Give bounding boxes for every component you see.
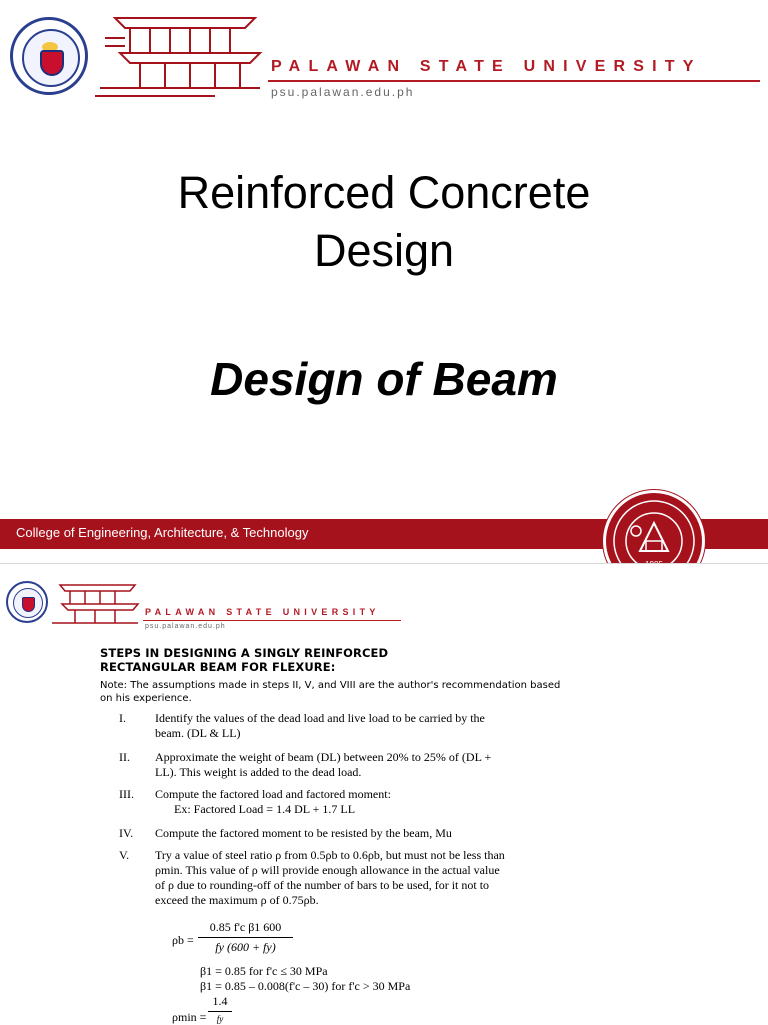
steps-document [0,564,768,1025]
step-text: Try a value of steel ratio ρ from 0.5ρb to 0.6ρb, but must not be less than [155,848,505,862]
university-seal-icon [10,17,88,95]
university-name: PALAWAN STATE UNIVERSITY [145,607,380,617]
step-number: III. [119,787,134,801]
fraction-bar [208,1011,232,1012]
beta1-condition-b: β1 = 0.85 – 0.008(f'c – 30) for f'c > 30 MPa [200,979,411,993]
college-name: College of Engineering, Architecture, & Technology [16,525,309,540]
step-number: I. [119,711,126,725]
step-text: Identify the values of the dead load and live load to be carried by the [155,711,485,725]
steps-note [100,679,580,705]
steps-note-line1: Note: The assumptions made in steps II, V, and VIII are the author's recommendation based [100,680,561,691]
header-divider [143,620,401,621]
rho-b-numerator: 0.85 f'c β1 600 [209,920,282,934]
rho-min-fraction [208,994,232,1024]
slide-title-line1: Reinforced Concrete [177,167,591,218]
slide-title [0,164,768,280]
step-number: II. [119,750,130,764]
step-text: LL). This weight is added to the dead load. [155,765,362,779]
steps-note-line2: on his experience. [100,693,192,704]
step-text: beam. (DL & LL) [155,726,241,740]
university-name: PALAWAN STATE UNIVERSITY [271,58,702,75]
rho-b-fraction [198,920,293,955]
steps-heading-line2: RECTANGULAR BEAM FOR FLEXURE: [100,660,336,674]
university-url[interactable]: psu.palawan.edu.ph [145,623,226,630]
fraction-bar [198,937,293,938]
university-seal-icon [6,581,48,623]
step-text: exceed the maximum ρ of 0.75ρb. [155,893,319,907]
step-text: Approximate the weight of beam (DL) between 20% to 25% of (DL + [155,750,492,764]
building-logo-icon [50,580,140,630]
step-number: V. [119,848,130,862]
slide-title-line2: Design [313,225,455,276]
steps-slide [0,563,768,1025]
step-text: Ex: Factored Load = 1.4 DL + 1.7 LL [174,802,356,816]
rho-min-numerator: 1.4 [212,994,228,1008]
rho-b-denominator: fy (600 + fy) [215,940,276,954]
header-divider [268,80,760,82]
step-text: ρmin. This value of ρ will provide enough allowance in the actual value [155,863,500,877]
rho-min-label: ρmin = [172,1010,207,1024]
step-text: Compute the factored moment to be resisted by the beam, Mu [155,826,452,840]
steps-heading-line1: STEPS IN DESIGNING A SINGLY REINFORCED [100,646,389,660]
university-url[interactable]: psu.palawan.edu.ph [271,85,415,99]
rho-b-label: ρb = [172,933,194,947]
beta1-condition-a: β1 = 0.85 for f'c ≤ 30 MPa [200,964,328,978]
slide-subtitle: Design of Beam [210,353,558,405]
step-text: Compute the factored load and factored moment: [155,787,391,801]
building-logo-icon [95,8,265,103]
step-number: IV. [119,826,134,840]
rho-min-denominator: fy [216,1014,224,1024]
step-text: of ρ due to rounding-off of the number of bars to be used, for it not to [155,878,490,892]
